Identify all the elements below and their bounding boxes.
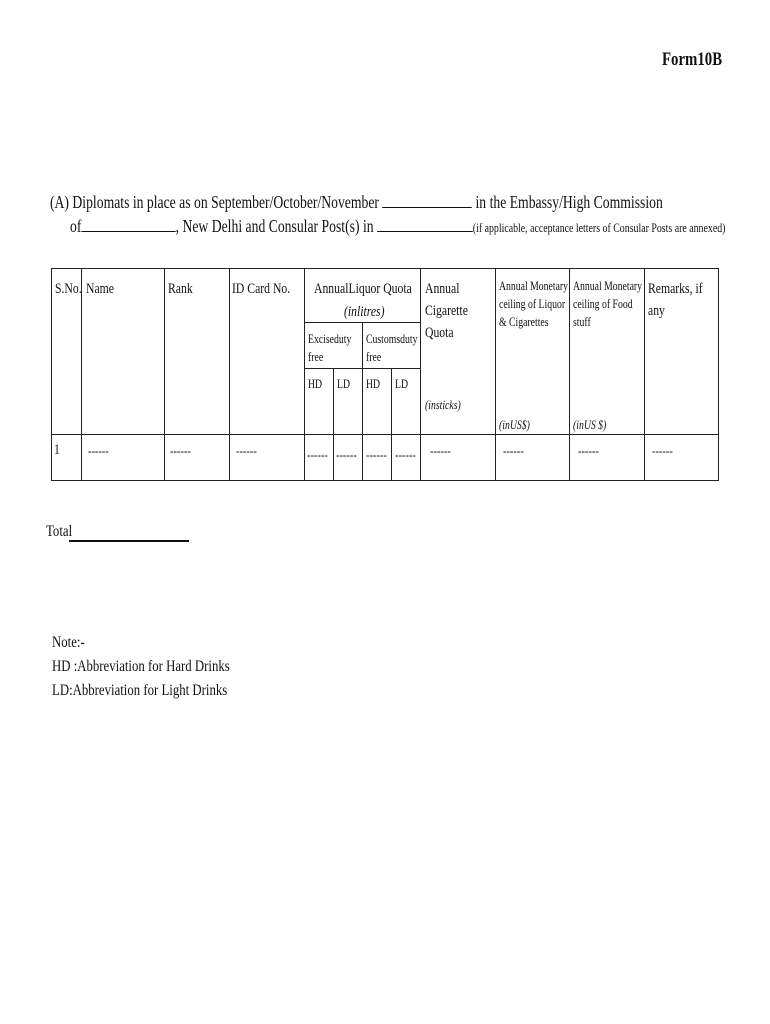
col-border [304,268,305,481]
heading-middle: , New Delhi and Consular Post(s) in [175,216,374,236]
col-border [391,368,392,481]
table-top-border [51,268,719,269]
header-cigarette-quota [425,278,468,344]
header-remarks [648,278,703,322]
header-cig-line3: Quota [425,325,454,341]
header-bottom-border [51,434,719,435]
col-border [644,268,645,481]
header-excise [308,330,351,366]
header-hd-excise: HD [308,377,323,391]
col-border [51,268,52,481]
header-monetary-liquor [499,277,568,331]
header-remarks-line1: Remarks, if [648,281,703,297]
header-excise-line1: Exciseduty [308,332,352,346]
heading-note: (if applicable, acceptance letters of Consular Posts are annexed) [472,220,726,235]
note-ld: LD:Abbreviation for Light Drinks [52,682,228,699]
header-cig-line2: Cigarette [425,303,468,319]
header-mon-liq-line3: & Cigarettes [499,315,549,329]
header-liquor-unit: (inlitres) [344,304,385,320]
total-label: Total [46,523,73,540]
col-border [718,268,719,481]
header-mon-liq-line2: ceiling of Liquor [499,297,566,311]
header-cig-unit: (insticks) [425,398,461,412]
country-blank[interactable] [81,216,175,232]
header-mon-food-unit: (inUS $) [573,418,607,432]
row-remarks[interactable]: ------ [652,443,673,458]
consular-post-blank[interactable] [377,216,473,232]
header-remarks-line2: any [648,303,665,319]
header-mon-liq-line1: Annual Monetary [499,279,569,293]
header-mon-liq-unit: (inUS$) [499,418,530,432]
row-name[interactable]: ------ [88,443,109,458]
note-title: Note:- [52,634,85,651]
header-name: Name [86,281,114,297]
form-label: Form10B [662,49,723,70]
header-mon-food-line1: Annual Monetary [573,279,643,293]
header-excise-line2: free [308,350,324,364]
heading-line-2 [70,216,725,237]
col-border [333,368,334,481]
row-hd-customs[interactable]: ------ [366,447,387,462]
col-border [569,268,570,481]
header-monetary-food [573,277,642,331]
header-sno: S.No. [55,281,82,297]
row-mon-liquor[interactable]: ------ [503,443,524,458]
col-border [229,268,230,481]
header-ld-customs: LD [395,377,409,391]
col-border [495,268,496,481]
note-hd: HD :Abbreviation for Hard Drinks [52,658,230,675]
row-sno: 1 [54,442,60,458]
row-ld-excise[interactable]: ------ [336,447,357,462]
total-blank[interactable] [69,540,189,542]
header-liquor-quota: AnnualLiquor Quota [314,281,412,297]
header-customs-line2: free [366,350,382,364]
header-rank: Rank [168,281,193,297]
header-ld-excise: LD [337,377,351,391]
heading-suffix: in the Embassy/High Commission [475,192,663,212]
date-blank[interactable] [382,192,472,208]
row-rank[interactable]: ------ [170,443,191,458]
row-mon-food[interactable]: ------ [578,443,599,458]
row-ld-customs[interactable]: ------ [395,447,416,462]
header-mon-food-line3: stuff [573,315,591,329]
header-customs-line1: Customsduty [366,332,418,346]
header-mon-food-line2: ceiling of Food [573,297,633,311]
header-customs [366,330,417,366]
row-cigarette[interactable]: ------ [430,443,451,458]
heading-line-1 [50,192,663,213]
table-bottom-border [51,480,719,481]
header-cig-line1: Annual [425,281,460,297]
heading-prefix: (A) Diplomats in place as on September/October/November [50,192,379,212]
col-border [362,322,363,481]
row-hd-excise[interactable]: ------ [307,447,328,462]
row-id-card[interactable]: ------ [236,443,257,458]
header-hd-customs: HD [366,377,381,391]
col-border [164,268,165,481]
header-id-card: ID Card No. [232,281,291,297]
col-border [420,268,421,481]
heading-of: of [70,216,82,236]
